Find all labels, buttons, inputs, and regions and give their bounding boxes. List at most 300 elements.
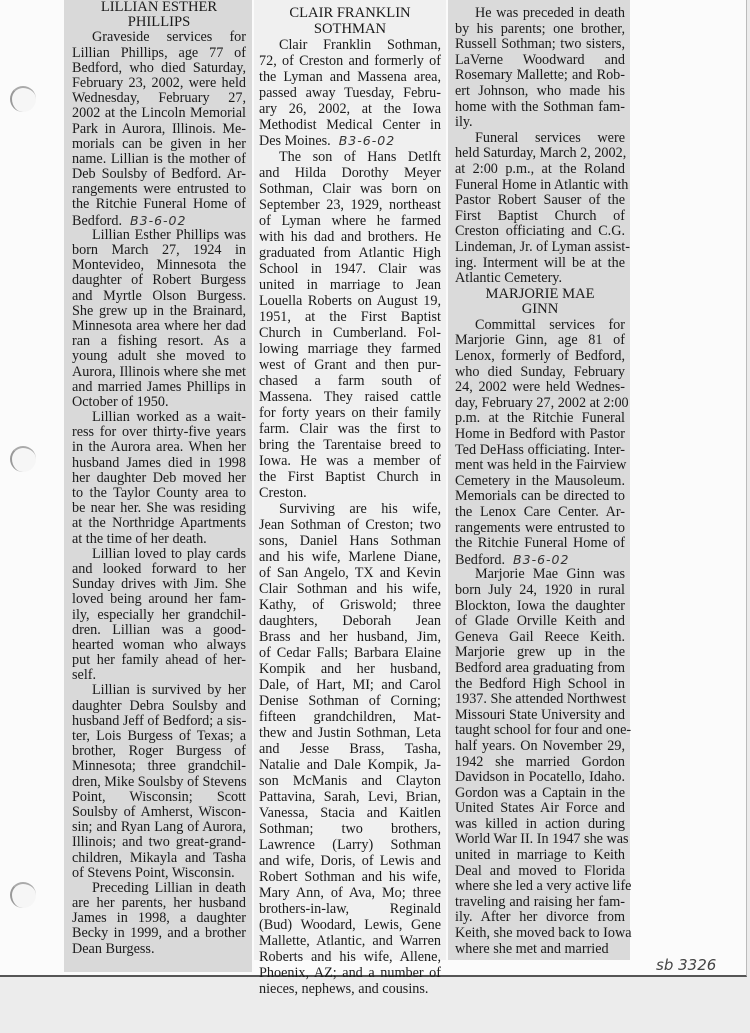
text-line xyxy=(455,864,625,880)
text-line xyxy=(259,101,441,117)
obituary-column-phillips xyxy=(64,0,252,972)
text-line-content: hearted woman who always xyxy=(72,636,246,653)
text-line-content: at the time of her death. xyxy=(72,530,207,547)
text-line xyxy=(455,224,625,240)
text-line xyxy=(259,309,441,325)
text-line-content: chased a farm south of xyxy=(259,373,441,389)
text-line xyxy=(455,131,625,147)
text-line xyxy=(455,146,625,162)
text-line-content: Wednesday, February 27, xyxy=(72,90,246,107)
text-line-content: ily. After her divorce from xyxy=(455,909,625,926)
obituary-paragraph xyxy=(72,683,246,880)
text-line xyxy=(72,152,246,167)
text-line-content: of San Angelo, TX and Kevin xyxy=(259,565,441,581)
text-line xyxy=(259,197,441,213)
text-line-content: put her family ahead of her- xyxy=(72,652,246,669)
text-line-content: the Ritchie Funeral Home of xyxy=(455,535,625,552)
text-line xyxy=(72,486,246,501)
text-line-content: First Baptist Church of xyxy=(455,207,625,224)
text-line-content: united in marriage to Jean xyxy=(259,277,441,293)
text-line-content: 1951, at the First Baptist xyxy=(259,309,441,325)
obituary-heading xyxy=(259,5,441,37)
text-line xyxy=(72,653,246,668)
text-line xyxy=(455,458,625,474)
text-line xyxy=(72,866,246,881)
text-line xyxy=(455,22,625,38)
text-line-content: She grew up in the Brainard, xyxy=(72,302,246,319)
text-line-content: brother, Roger Burgess of xyxy=(72,743,246,760)
text-line-content: nieces, nephews, and cousins. xyxy=(259,981,429,997)
text-line-content: sons, Daniel Hans Sothman xyxy=(259,533,441,549)
text-line xyxy=(455,722,632,739)
text-line xyxy=(259,293,441,309)
text-line-content: Iowa. He was a member of xyxy=(259,453,441,469)
text-line-content: Jean Sothman of Creston; two xyxy=(259,517,441,533)
text-line-content: the First Baptist Church in xyxy=(259,469,441,485)
text-line-content: be near her. She was residing xyxy=(72,500,246,517)
handwritten-date-note: B3-6-02 xyxy=(513,551,570,567)
text-line xyxy=(259,533,441,549)
obituary-paragraph xyxy=(259,37,441,149)
obituary-paragraph xyxy=(259,149,441,501)
text-line xyxy=(455,645,625,661)
text-line-content: ert Johnson, who made his xyxy=(455,82,625,99)
text-line-content: brothers-in-law, Reginald xyxy=(259,901,441,917)
text-line xyxy=(455,193,625,209)
text-line xyxy=(72,926,246,941)
text-line xyxy=(72,228,246,243)
text-line-content: Creston. xyxy=(259,485,307,501)
text-line xyxy=(259,69,441,85)
text-line-content: husband Jeff of Bedford; a sis- xyxy=(72,712,247,729)
text-line-content: The son of Hans Detlft xyxy=(279,149,441,165)
text-line-content: lowing marriage they farmed xyxy=(259,341,441,357)
text-line xyxy=(259,485,441,501)
text-line xyxy=(455,848,625,864)
text-line-content: bring the Tarentaise breed to xyxy=(259,437,441,453)
text-line xyxy=(72,349,246,364)
text-line xyxy=(455,349,625,365)
text-line-content: Denise Sothman of Corning; xyxy=(259,693,441,709)
text-line-content: Becky in 1999, and a brother xyxy=(72,925,246,942)
text-line-content: Lawrence (Larry) Sothman xyxy=(259,837,441,853)
text-line xyxy=(455,521,625,537)
text-line xyxy=(455,238,630,256)
text-line xyxy=(259,437,441,453)
text-line xyxy=(455,287,625,303)
text-line-content: west of Grant and then pur- xyxy=(259,357,441,373)
text-line-content: and wife, Doris, of Lewis and xyxy=(259,853,441,869)
text-line xyxy=(455,394,629,412)
text-line xyxy=(259,805,441,821)
text-line xyxy=(259,789,441,805)
text-line-content: School in 1947. Clair was xyxy=(259,261,441,277)
text-line-content: Creston officiating and C.G. xyxy=(455,223,625,240)
obituary-paragraph xyxy=(455,6,625,131)
text-line-content: and Myrtle Olson Burgess. xyxy=(72,287,246,304)
text-line-content: GINN xyxy=(521,301,559,318)
obituary-heading xyxy=(455,287,625,318)
text-line xyxy=(72,759,246,774)
text-line-content: Vanessa, Stacia and Kaitlen xyxy=(259,805,441,821)
text-line-content: Sothman, Clair was born on xyxy=(259,181,441,197)
text-line xyxy=(72,775,246,790)
text-line xyxy=(72,744,246,759)
text-line-content: the Bedford High School in xyxy=(455,675,625,692)
text-line-content: Marjorie Ginn, age 81 of xyxy=(455,332,625,349)
text-line-content: ment was held in the Fairview xyxy=(455,457,627,474)
text-line xyxy=(72,456,246,471)
text-line xyxy=(259,373,441,389)
text-line xyxy=(72,46,246,61)
text-line-content: Davidson in Pocatello, Idaho. xyxy=(455,769,625,786)
text-line xyxy=(259,213,441,229)
text-line xyxy=(455,302,625,318)
text-line-content: daughter Debra Soulsby and xyxy=(72,697,246,714)
text-line xyxy=(455,411,625,427)
text-line xyxy=(259,165,441,181)
text-line xyxy=(455,786,625,802)
text-line-content: Mallette, Atlantic, and Warren xyxy=(259,933,441,949)
text-line-content: Des Moines. xyxy=(259,133,331,149)
text-line-content: Robert Sothman and his wife, xyxy=(259,869,441,885)
text-line-content: Surviving are his wife, xyxy=(279,501,441,517)
text-line xyxy=(72,30,246,45)
text-line xyxy=(72,699,246,714)
text-line-content: Blockton, Iowa the daughter xyxy=(455,597,625,614)
text-line xyxy=(72,243,246,258)
text-line-content: Soulsby of Amherst, Wiscon- xyxy=(72,803,246,820)
text-line-content: born March 27, 1924 in xyxy=(72,242,246,258)
text-line xyxy=(72,410,246,425)
text-line-content: of Stevens Point, Wisconsin. xyxy=(72,864,235,881)
text-line xyxy=(455,271,625,287)
text-line xyxy=(72,547,246,562)
text-line xyxy=(72,289,246,304)
text-line-content: ing. Interment will be at the xyxy=(455,254,625,271)
text-line-content: Minnesota area where her dad xyxy=(72,317,246,334)
text-line-content: Lillian Esther Phillips was xyxy=(92,226,246,243)
text-line xyxy=(259,965,441,981)
text-line-content: Point, Wisconsin; Scott xyxy=(72,788,246,805)
text-line-content: Marjorie Mae Ginn was xyxy=(475,566,625,583)
text-line xyxy=(455,100,625,116)
text-line xyxy=(72,668,246,683)
text-line xyxy=(259,405,441,421)
text-line xyxy=(72,501,246,516)
text-line xyxy=(259,245,441,261)
text-line-content: and married James Phillips in xyxy=(72,378,246,395)
text-line xyxy=(259,549,441,565)
text-line-content: farm. Clair was the first to xyxy=(259,421,441,437)
text-line xyxy=(72,213,246,228)
text-line xyxy=(72,516,246,531)
text-line-content: thew and Justin Sothman, Leta xyxy=(259,725,441,741)
text-line-content: Graveside services for xyxy=(92,29,246,46)
text-line-content: Natalie and Dale Kompik, Ja- xyxy=(259,757,441,773)
text-line xyxy=(259,757,441,773)
text-line-content: Atlantic Cemetery. xyxy=(455,270,563,287)
text-line-content: Russell Sothman; two sisters, xyxy=(455,36,625,53)
handwritten-date-note: B3-6-02 xyxy=(338,133,396,148)
text-line xyxy=(72,61,246,76)
obituary-paragraph xyxy=(455,129,630,287)
binder-hole xyxy=(10,882,36,908)
text-line-content: Illinois; and two great-grand- xyxy=(72,834,246,851)
text-line-content: who died Sunday, February xyxy=(455,363,625,380)
text-line-content: Sothman; two brothers, xyxy=(259,821,441,837)
text-line-content: 1942 she married Gordon xyxy=(455,753,625,770)
text-line-content: son McManis and Clayton xyxy=(259,773,441,789)
text-line-content: Kathy, of Griswold; three xyxy=(259,597,441,613)
text-line xyxy=(259,981,441,997)
text-line xyxy=(455,599,625,615)
text-line xyxy=(455,677,625,693)
text-line-content: Clair Sothman and his wife, xyxy=(259,581,441,597)
text-line-content: morials can be given in her xyxy=(72,135,246,152)
text-line-content: Memorials can be directed to xyxy=(455,488,625,505)
text-line xyxy=(72,714,246,729)
text-line-content: Mary Ann, of Ava, Mo; three xyxy=(259,885,441,901)
text-line xyxy=(259,341,441,357)
text-line xyxy=(72,258,246,273)
obituary-paragraph xyxy=(455,566,632,957)
text-line-content: to the Taylor County area to xyxy=(72,485,246,501)
text-line-content: husband James died in 1998 xyxy=(72,454,246,471)
text-line-content: October of 1950. xyxy=(72,393,169,410)
text-line xyxy=(455,910,625,926)
text-line xyxy=(455,567,625,583)
text-line xyxy=(455,817,625,833)
text-line-content: loved being around her fam- xyxy=(72,591,246,608)
binder-hole xyxy=(10,446,36,472)
text-line xyxy=(72,851,246,866)
text-line xyxy=(259,517,441,533)
text-line-content: Minnesota; three grandchil- xyxy=(72,758,246,775)
text-line xyxy=(259,709,441,725)
binder-hole xyxy=(10,86,36,112)
text-line xyxy=(259,453,441,469)
text-line-content: ary 26, 2002, at the Iowa xyxy=(259,101,441,117)
obituary-paragraph xyxy=(72,547,246,684)
text-line-content: Deb Soulsby of Bedford. Ar- xyxy=(72,166,246,183)
text-line xyxy=(259,53,441,69)
text-line-content: Marjorie grew up in the xyxy=(455,644,625,661)
obituary-column-ginn xyxy=(448,0,630,960)
text-line-content: her daughter Deb moved her xyxy=(72,469,246,486)
text-line-content: Montevideo, Minnesota the xyxy=(72,257,246,274)
text-line-content: Bedford. xyxy=(72,212,123,229)
text-line-content: Lillian Phillips, age 77 of xyxy=(72,44,246,61)
text-line-content: ily, especially her grandchil- xyxy=(72,606,246,623)
text-line xyxy=(455,256,625,272)
text-line xyxy=(72,380,246,395)
text-line-content: Gordon was a Captain in the xyxy=(455,784,625,801)
text-line xyxy=(259,725,441,741)
text-line-content: Church in Cumberland. Fol- xyxy=(259,325,441,341)
text-line-content: CLAIR FRANKLIN xyxy=(289,5,411,21)
text-line-content: Louella Roberts on August 19, xyxy=(259,293,441,309)
text-line-content: where she led a very active life xyxy=(455,878,632,895)
text-line-content: Funeral Home in Atlantic with xyxy=(455,176,629,193)
text-line-content: home with the Sothman fam- xyxy=(455,98,625,115)
text-line-content: Missouri State University and xyxy=(455,706,625,723)
obituary-paragraph xyxy=(72,30,246,227)
text-line xyxy=(259,901,441,917)
text-line-content: graduated from Atlantic High xyxy=(259,245,441,261)
text-line xyxy=(259,325,441,341)
text-line-content: Sunday drives with Jim. She xyxy=(72,576,246,593)
text-line-content: Deal and moved to Florida xyxy=(455,862,625,879)
text-line xyxy=(259,933,441,949)
text-line xyxy=(455,831,629,848)
text-line-content: and Hilda Dorothy Meyer xyxy=(259,165,441,181)
text-line-content: Cemetery in the Mausoleum. xyxy=(455,472,625,489)
text-line-content: ter, Lois Burgess of Texas; a xyxy=(72,728,246,744)
text-line-content: self. xyxy=(72,667,97,684)
text-line-content: ran a fishing resort. As a xyxy=(72,333,246,350)
text-line-content: 72, of Creston and formerly of xyxy=(259,53,441,69)
text-line xyxy=(455,755,625,771)
text-line-content: for forty years on their family xyxy=(259,405,441,421)
text-line-content: day, February 27, 2002 at 2:00 xyxy=(455,394,629,411)
text-line-content: taught school for four and one- xyxy=(455,722,632,739)
text-line xyxy=(455,68,625,84)
text-line xyxy=(72,623,246,638)
text-line xyxy=(259,645,441,661)
text-line xyxy=(455,380,625,396)
text-line-content: LaVerne Woodward and xyxy=(455,51,625,68)
text-line-content: of Lyman where he farmed xyxy=(259,213,441,229)
text-line-content: sin; and Ryan Lang of Aurora, xyxy=(72,819,246,836)
text-line-content: (Bud) Woodard, Lewis, Gene xyxy=(259,917,441,933)
text-line xyxy=(259,853,441,869)
text-line-content: Lindeman, Jr. of Lyman assist- xyxy=(455,238,630,255)
text-line xyxy=(72,76,246,91)
text-line-content: Kompik and her husband, xyxy=(259,661,441,677)
text-line-content: Funeral services were xyxy=(475,129,625,146)
text-line xyxy=(259,501,441,517)
text-line-content: was killed in action during xyxy=(455,815,625,832)
text-line-content: 1937. She attended Northwest xyxy=(455,691,627,708)
text-line xyxy=(72,106,246,121)
text-line xyxy=(259,85,441,101)
text-line-content: name. Lillian is the mother of xyxy=(72,150,246,167)
text-line-content: of Glade Orville Keith and xyxy=(455,613,625,630)
text-line-content: Park in Aurora, Illinois. Me- xyxy=(72,120,246,137)
text-line xyxy=(72,319,246,334)
text-line-content: Brass and her husband, Jim, xyxy=(259,629,441,645)
text-line-content: daughters, Deborah Jean xyxy=(259,613,441,629)
text-line-content: by his parents; one brother, xyxy=(455,20,625,37)
text-line xyxy=(455,630,625,646)
text-line xyxy=(259,741,441,757)
text-line xyxy=(259,357,441,373)
text-line-content: Lillian loved to play cards xyxy=(92,545,246,562)
text-line xyxy=(455,37,625,53)
text-line xyxy=(72,273,246,288)
text-line xyxy=(259,597,441,613)
obituary-heading xyxy=(72,0,246,30)
text-line xyxy=(455,318,625,334)
text-line xyxy=(72,942,246,957)
text-line xyxy=(455,6,625,22)
text-line-content: and his wife, Marlene Diane, xyxy=(259,549,441,565)
text-line-content: where she met and married xyxy=(455,940,609,957)
text-line xyxy=(455,209,625,225)
text-line-content: Aurora, Illinois where she met xyxy=(72,363,246,380)
text-line xyxy=(259,661,441,677)
text-line-content: the Lenox Care Center. Ar- xyxy=(455,504,625,520)
text-line-content: Lenox, formerly of Bedford, xyxy=(455,348,625,365)
text-line-content: Rosemary Mallette; and Rob- xyxy=(455,67,625,84)
text-line xyxy=(72,608,246,623)
text-line xyxy=(259,837,441,853)
text-line xyxy=(259,869,441,885)
text-line xyxy=(72,15,246,30)
text-line xyxy=(455,925,632,942)
text-line xyxy=(455,895,625,911)
text-line xyxy=(72,683,246,698)
text-line-content: James in 1998, a daughter xyxy=(72,910,246,927)
text-line-content: Bedford, who died Saturday, xyxy=(72,59,246,76)
text-line-content: the Lyman and Massena area, xyxy=(259,69,441,85)
text-line xyxy=(72,577,246,592)
text-line xyxy=(455,84,625,100)
text-line xyxy=(259,581,441,597)
text-line xyxy=(259,421,441,437)
text-line-content: SOTHMAN xyxy=(313,21,387,37)
text-line xyxy=(72,137,246,152)
text-line-content: young adult she moved to xyxy=(72,348,246,365)
text-line-content: Pastor Robert Sauser of the xyxy=(455,192,625,209)
text-line-content: Lillian worked as a wait- xyxy=(92,409,246,426)
handwritten-date-note: B3-6-02 xyxy=(130,212,187,228)
text-line xyxy=(259,677,441,693)
text-line-content: with his dad and brothers. He xyxy=(259,229,441,245)
text-line xyxy=(455,427,625,443)
text-line xyxy=(259,37,441,53)
text-line-content: rangements were entrusted to xyxy=(72,181,246,198)
text-line xyxy=(455,443,625,459)
text-line-content: September 23, 1929, northeast xyxy=(259,197,441,213)
text-line xyxy=(259,885,441,901)
text-line xyxy=(72,334,246,349)
text-line-content: children, Mikayla and Tasha xyxy=(72,849,246,866)
text-line xyxy=(72,592,246,607)
text-line-content: MARJORIE MAE xyxy=(485,285,595,302)
text-line-content: traveling and raising her fam- xyxy=(455,893,625,910)
text-line xyxy=(455,770,625,786)
text-line-content: dren, Mike Soulsby of Stevens xyxy=(72,773,247,790)
text-line xyxy=(72,182,246,197)
text-line xyxy=(455,365,625,381)
text-line xyxy=(259,133,441,149)
text-line-content: at the Northridge Apartments xyxy=(72,515,246,532)
text-line xyxy=(259,565,441,581)
text-line-content: in the Aurora area. When her xyxy=(72,439,246,456)
text-line-content: and looked forward to her xyxy=(72,560,246,577)
text-line-content: Dale, of Hart, MI; and Carol xyxy=(259,677,441,693)
text-line-content: Lillian is survived by her xyxy=(92,682,246,699)
text-line-content: ily. xyxy=(455,114,473,131)
text-line xyxy=(455,162,625,178)
text-line-content: Ted DeHass officiating. Inter- xyxy=(455,441,625,458)
text-line xyxy=(455,53,625,69)
text-line-content: half years. On November 29, xyxy=(455,737,625,754)
obituary-paragraph xyxy=(72,881,246,957)
text-line-content: of Cedar Falls; Barbara Elaine xyxy=(259,645,441,661)
